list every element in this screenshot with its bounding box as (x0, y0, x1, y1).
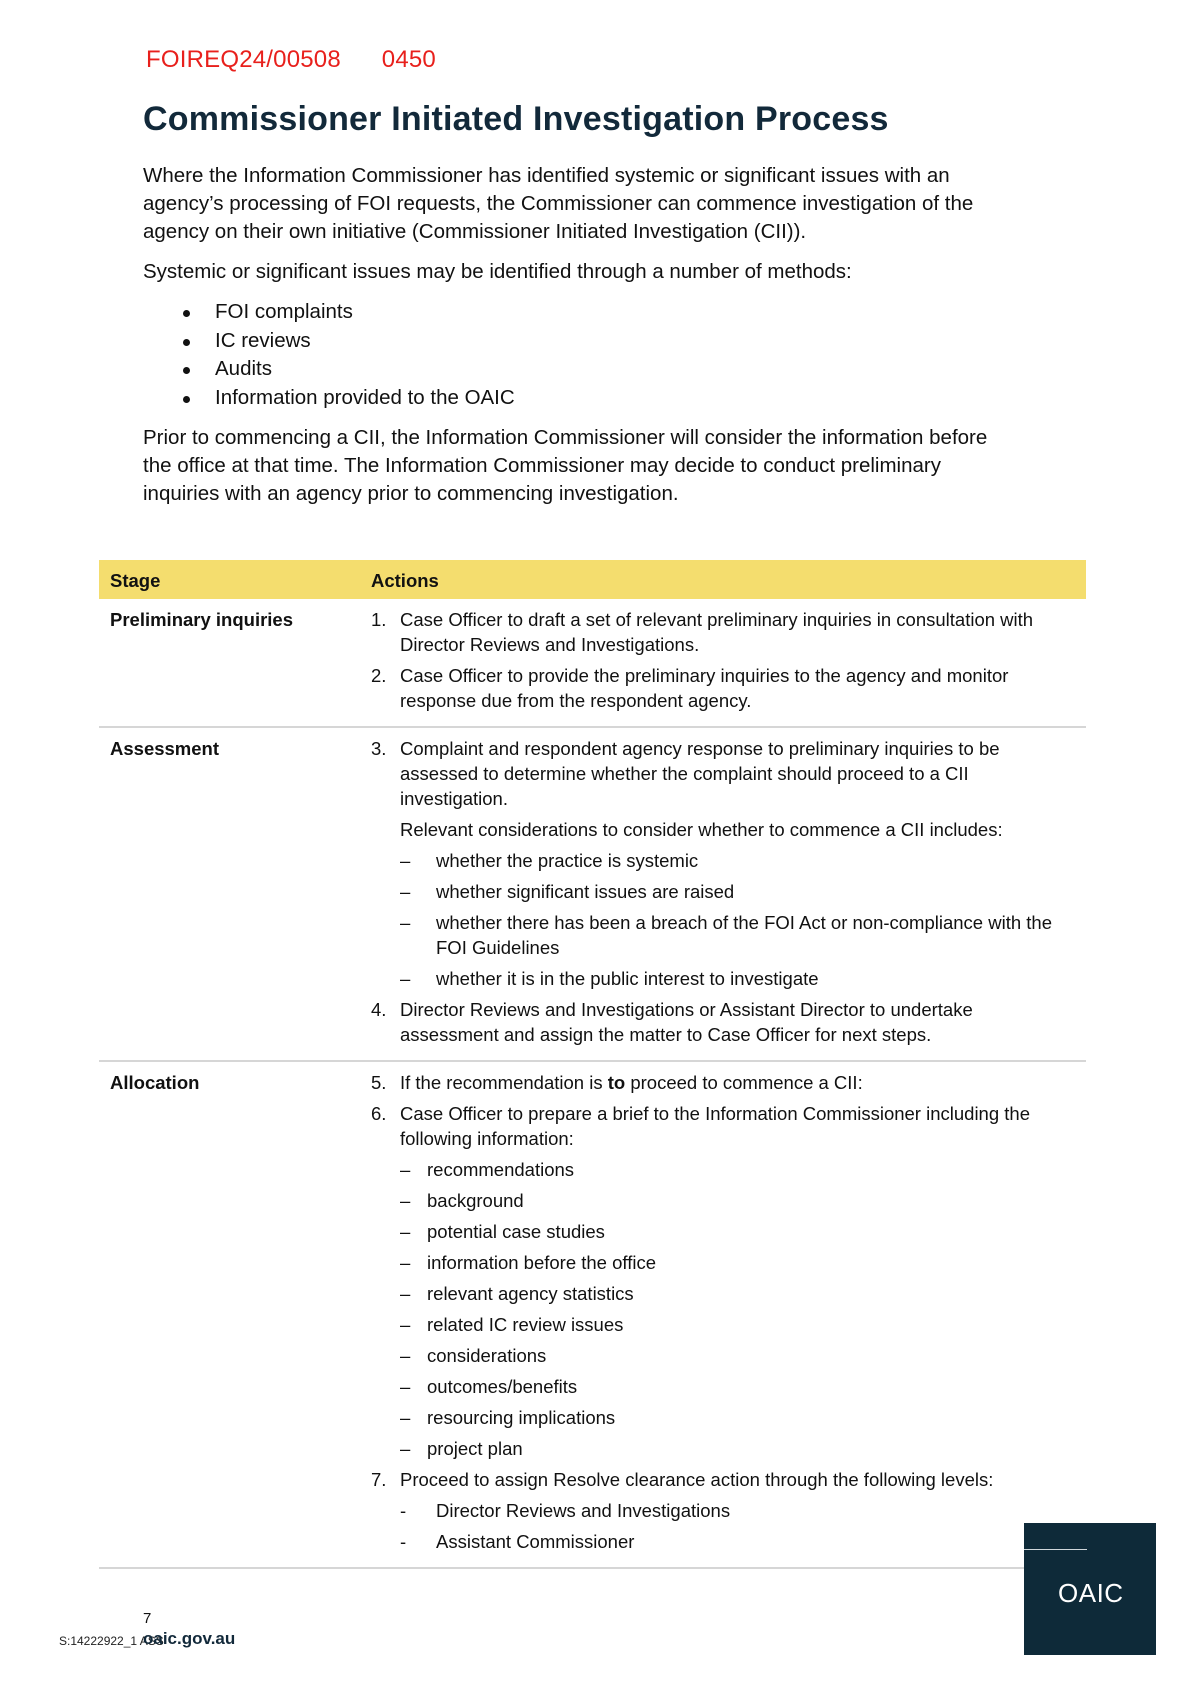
list-item: Information provided to the OAIC (143, 384, 993, 413)
item-number: 2. (371, 665, 387, 686)
item-text: Case Officer to draft a set of relevant preliminary inquiries in consultation with Director Reviews and Investigations. (400, 609, 1034, 655)
actions-cell (360, 1061, 1086, 1568)
dash-text: background (427, 1190, 524, 1211)
considerations-note: Relevant considerations to consider whether to commence a CII includes: (400, 819, 1003, 840)
foi-page-code: 0450 (381, 46, 436, 73)
dash-text: whether it is in the public interest to investigate (436, 968, 819, 989)
dash-text: whether the practice is systemic (436, 850, 699, 871)
item-text-bold: to (607, 1072, 626, 1093)
dash-text: potential case studies (427, 1221, 605, 1242)
intro-paragraph-3: Prior to commencing a CII, the Information Commissioner will consider the information before the office at that time. The Information Commissioner may decide to conduct preliminary inquiries with an agency prior to commencing investigation. (143, 426, 988, 505)
list-item: Audits (143, 355, 993, 384)
dash-text: relevant agency statistics (427, 1283, 634, 1304)
dash-item: – whether significant issues are raised (400, 881, 735, 902)
table-header-row (99, 560, 1086, 599)
page-title: Commissioner Initiated Investigation Process (143, 100, 889, 138)
item-number: 1. (371, 609, 387, 630)
dash-text: considerations (427, 1345, 547, 1366)
list-item: IC reviews (143, 327, 993, 356)
dash-item: – information before the office (400, 1252, 656, 1273)
dash-item: – considerations (400, 1345, 547, 1366)
dash-text: project plan (427, 1438, 523, 1459)
dash-item: – resourcing implications (400, 1407, 616, 1428)
item-text-pre: If the recommendation is (400, 1072, 608, 1093)
intro-paragraph-1: Where the Information Commissioner has identified systemic or significant issues with an agency’s processing of FOI requests, the Commissioner can commence investigation of the agency on their own initiative (Commissioner Initiated Investigation (CII)). (143, 164, 974, 243)
dash-text: information before the office (427, 1252, 656, 1273)
page-number: 7 (143, 1610, 152, 1627)
action-item (371, 1467, 1076, 1492)
item-number: 4. (371, 999, 387, 1020)
item-number: 3. (371, 738, 387, 759)
table-row (99, 1061, 1086, 1568)
item-number: 5. (371, 1072, 387, 1093)
table-row (99, 599, 1086, 727)
dash-text: whether significant issues are raised (436, 881, 735, 902)
item-text: Director Reviews and Investigations or Assistant Director to undertake assessment and assign the matter to Case Officer for next steps. (400, 999, 973, 1045)
process-table (99, 560, 1086, 1569)
item-text: Proceed to assign Resolve clearance action through the following levels: (400, 1469, 994, 1490)
dash-item: – potential case studies (400, 1221, 605, 1242)
item-text: Case Officer to prepare a brief to the Information Commissioner including the following information: (400, 1103, 1030, 1149)
action-item (371, 997, 1076, 1047)
action-item (371, 607, 1076, 657)
dash-item: – whether there has been a breach of the FOI Act or non-compliance with the FOI Guidelines (400, 912, 1052, 958)
actions-cell (360, 599, 1086, 727)
dash-item: – background (400, 1190, 524, 1211)
dash-item: - Assistant Commissioner (400, 1531, 635, 1552)
foi-reference (146, 46, 436, 74)
dash-text: Director Reviews and Investigations (436, 1500, 731, 1521)
action-item (371, 663, 1076, 713)
stage-assessment: Assessment (99, 727, 360, 1061)
action-item (371, 1101, 1076, 1151)
document-id: S:14222922_1 ASS (59, 1634, 164, 1648)
item-number: 7. (371, 1469, 387, 1490)
item-text: Case Officer to provide the preliminary inquiries to the agency and monitor response due from the respondent agency. (400, 665, 1009, 711)
stage-preliminary-inquiries: Preliminary inquiries (99, 599, 360, 727)
table-row (99, 727, 1086, 1061)
stage-allocation: Allocation (99, 1061, 360, 1568)
foi-request-number: FOIREQ24/00508 (146, 46, 341, 73)
dash-text: related IC review issues (427, 1314, 624, 1335)
oaic-logo-text: OAIC (1058, 1578, 1124, 1608)
actions-column-header: Actions (360, 560, 1086, 599)
list-item: FOI complaints (143, 298, 993, 327)
item-text: Complaint and respondent agency response to preliminary inquiries to be assessed to determine whether the complaint should proceed to a CII investigation. (400, 738, 1000, 809)
dash-item: – project plan (400, 1438, 523, 1459)
action-item (371, 736, 1076, 811)
dash-item: – whether it is in the public interest to investigate (400, 968, 819, 989)
dash-item: – related IC review issues (400, 1314, 624, 1335)
website-link[interactable]: oaic.gov.au (143, 1629, 236, 1648)
stage-column-header: Stage (99, 560, 360, 599)
intro-paragraph-2: Systemic or significant issues may be identified through a number of methods: (143, 260, 852, 283)
item-number: 6. (371, 1103, 387, 1124)
intro-section (143, 162, 993, 520)
actions-cell (360, 727, 1086, 1061)
logo-rule (1024, 1549, 1087, 1550)
dash-item: – whether the practice is systemic (400, 850, 699, 871)
methods-list (143, 298, 993, 412)
dash-text: whether there has been a breach of the FOI Act or non-compliance with the FOI Guidelines (436, 912, 1052, 958)
dash-text: recommendations (427, 1159, 575, 1180)
item-text-post: proceed to commence a CII: (625, 1072, 863, 1093)
action-item (371, 1070, 1076, 1095)
dash-text: resourcing implications (427, 1407, 616, 1428)
dash-item: - Director Reviews and Investigations (400, 1500, 731, 1521)
dash-item: – outcomes/benefits (400, 1376, 578, 1397)
dash-text: Assistant Commissioner (436, 1531, 635, 1552)
dash-item: – relevant agency statistics (400, 1283, 634, 1304)
dash-item: – recommendations (400, 1159, 575, 1180)
oaic-logo (1024, 1523, 1156, 1655)
dash-text: outcomes/benefits (427, 1376, 578, 1397)
